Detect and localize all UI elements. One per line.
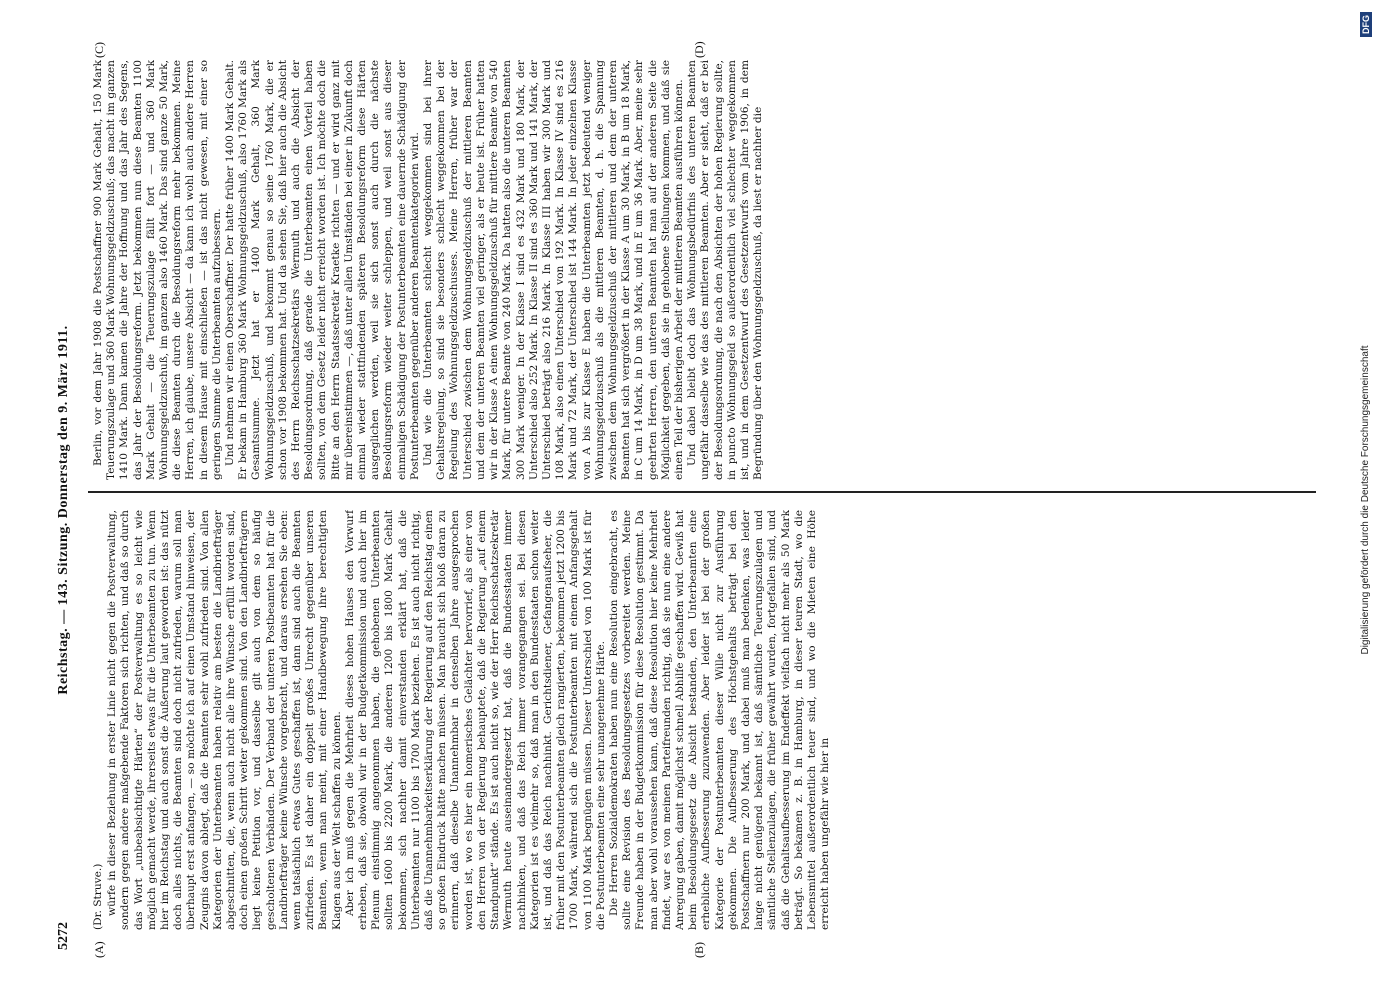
margin-marker-a: (A)	[92, 941, 106, 958]
page-number: 5272	[56, 922, 71, 950]
paragraph: Und dabei bleibt doch das Wohnungsbedürfnis des unteren Beamten ungefähr dasselbe wie das des mittleren Beamten. Aber er sieht, daß er bei der Besoldungsordnung, die nach den Absichten der hohen Regierung sollte, in puncto Wohnungsgeld so außerordentlich viel schlechter weggekommen ist, und in dem Gesetzentwurf des Gesetzentwurfs vom Jahre 1906, in dem Begründung über den Wohnungsgeldzuschuß, da liest er nachher die	[686, 60, 765, 480]
margin-marker-d: (D)	[692, 41, 706, 58]
paragraph: Und wie die Unterbeamten schlecht weggekommen sind bei ihrer Gehaltsregelung, so sind sie besonders schlecht weggekommen bei der Regelung des Wohnungsgeldzuschusses. Meine Herren, früher war der Unterschied zwischen dem Wohnungsgeldzuschuß der mittleren Beamten und dem der unteren Beamten viel geringer, als er heute ist. Früher hatten wir in der Klasse A einen Wohnungsgeldzuschuß für mittlere Beamte von 540 Mark, für untere Beamte von 240 Mark. Da hatten also die unteren Beamten 300 Mark weniger. In der Klasse I sind es 432 Mark und 180 Mark, der Unterschied also 252 Mark. In Klasse II sind es 360 Mark und 141 Mark, der Unterschied beträgt also 216 Mark. In Klasse III haben wir 300 Mark und 108 Mark, also einen Unterschied von 192 Mark. In Klasse IV sind es 216 Mark und 72 Mark, der Unterschied ist 144 Mark. In jeder einzelnen Klasse von A bis zur Klasse E haben die Unterbeamten jetzt bedeutend weniger Wohnungsgeldzuschuß als die mittleren Beamten, d. h. die Spannung zwischen dem Wohnungsgeldzuschuß der mittleren und dem der unteren Beamten hat sich vergrößert in der Klasse A um 30 Mark, in B um 18 Mark, in C um 14 Mark, in D um 38 Mark, und in E um 36 Mark. Aber, meine sehr geehrten Herren, den unteren Beamten hat man auf der anderen Seite die Möglichkeit gegeben, daß sie in gehobene Stellungen kommen, und daß sie einen Teil der bisherigen Arbeit der mittleren Beamten ausführen können.	[422, 60, 685, 480]
paragraph: Die Herren Sozialdemokraten haben nun eine Resolution eingebracht, es sollte eine Revision des Besoldungsgesetzes vorbereitet werden. Meine Freunde haben in der Budgetkommission für diese Resolution gestimmt. Da man aber wohl voraussehen kann, daß diese Resolution hier keine Mehrheit findet, war es von meinen Parteifreunden richtig, daß sie nun eine andere Anregung gaben, damit möglichst schnell Abhilfe geschaffen wird. Gewiß hat beim Besoldungsgesetz die Absicht bestanden, den Unterbeamten eine erhebliche Aufbesserung zuzuwenden. Aber leider ist bei der großen Kategorie der Postunterbeamten dieser Wille nicht zur Ausführung gekommen. Die Aufbesserung des Höchstgehalts beträgt bei den Postschaffnern nur 200 Mark, und dabei muß man bedenken, was leider lange nicht genügend bekannt ist, daß sämtliche Teuerungszulagen und sämtliche Stellenzulagen, die früher gewährt wurden, fortgefallen sind, und daß die Gehaltsaufbesserung im Endeffekt vielfach nicht mehr als 50 Mark beträgt. So bekamen z. B. in Hamburg, in dieser teuren Stadt, wo die Lebensmittel außerordentlich teuer sind, und wo die Mieten eine Höhe erreicht haben ungefähr wie hier in	[607, 510, 832, 930]
page-header	[56, 70, 78, 950]
column-divider	[88, 491, 1316, 493]
margin-marker-b: (B)	[692, 942, 706, 958]
left-column-text	[92, 510, 832, 930]
digitization-credit: Digitalisierung gefördert durch die Deutsche Forschungsgemeinschaft	[1360, 345, 1371, 655]
paragraph: Aber ich muß gegen die Mehrheit dieses hohen Hauses den Vorwurf erheben, daß sie, obwohl wir in der Budgetkommission und auch hier im Plenum einstimmig angenommen haben, die gehobenen Unterbeamten sollten 1600 bis 2200 Mark, die anderen 1200 bis 1800 Mark Gehalt bekommen, sich nachher damit einverstanden erklärt hat, daß die Unterbeamten nur 1100 bis 1700 Mark beziehen. Es ist auch nicht richtig, daß die Unannehmbarkeitserklärung der Regierung auf den Reichstag einen so großen Eindruck hätte machen müssen. Man braucht sich bloß daran zu erinnern, daß dieselbe Unannehmbar in denselben Jahre ausgesprochen worden ist, wo es hier ein homerisches Gelächter hervorrief, als einer von den Herren von der Regierung behauptete, daß die Regierung „auf einem Standpunkt“ stände. Es ist auch nicht so, wie der Herr Reichsschatzsekretär Wermuth heute auseinandergesetzt hat, daß die Bundesstaaten immer nachhinken, und daß das Reich immer vorangegangen sei. Bei diesen Kategorien ist es vielmehr so, daß man in den Bundesstaaten schon weiter ist, und daß das Reich nachhinkt. Gerichtsdiener, Gefangenaufseher, die früher mit den Postunterbeamten gleich rangierten, bekommen jetzt 1200 bis 1700 Mark, während sich die Postunterbeamten mit einem Anfangsgehalt von 1100 Mark begnügen müssen. Dieser Unterschied von 100 Mark ist für die Postunterbeamten eine sehr unangenehme Härte.	[343, 510, 607, 930]
paragraph: Und nehmen wir einen Oberschaffner. Der hatte früher 1400 Mark Gehalt. Er bekam in Hamburg 360 Mark Wohnungsgeldzuschuß, also 1760 Mark als Gesamtsumme. Jetzt hat er 1400 Mark Gehalt, 360 Mark Wohnungsgeldzuschuß, und bekommt genau so seine 1760 Mark, die er schon vor 1908 bekommen hat. Und da sehen Sie, daß hier auch die Absicht des Herrn Reichsschatzsekretärs Wermuth und auch die Absicht der Besoldungsordnung, daß gerade die Unterbeamten einen Vorteil haben sollten, von dem Gesetz leider nicht erreicht worden ist. Ich möchte doch die Bitte an den Herrn Staatssekretär Kraetke richten — und er wird ganz mit mir übereinstimmen —, daß unter allen Umständen bei einer in Zukunft doch einmal wieder stattfindenden späteren Besoldungsreform diese Härten ausgeglichen werden, weil sie sich sonst auch durch die nächste Besoldungsreform wieder weiter schleppen, und weil sonst aus dieser einmaligen Schädigung der Postunterbeamten eine dauernde Schädigung der Postunterbeamten gegenüber anderen Beamtenkategorien wird.	[224, 60, 421, 480]
left-column	[92, 510, 1322, 930]
margin-marker-c: (C)	[92, 42, 106, 58]
running-title: Reichstag. — 143. Sitzung. Donnerstag den 9. März 1911.	[56, 325, 71, 695]
right-column-text	[92, 60, 765, 480]
speaker-label: (Dr. Struve.)	[92, 863, 104, 930]
dfg-logo: DFG	[1360, 12, 1372, 37]
right-column	[92, 60, 1322, 480]
paragraph: Berlin, vor dem Jahr 1908 die Postschaffner 900 Mark Gehalt, 150 Mark Teuerungszulage und 360 Mark Wohnungsgeldzuschuß; das macht im ganzen 1410 Mark. Dann kamen die Jahre der Hoffnung und das Jahr des Segens, das Jahr der Besoldungsreform. Jetzt bekommen nun diese Beamten 1100 Mark Gehalt — die Teuerungszulage fällt fort — und 360 Mark Wohnungsgeldzuschuß, im ganzen also 1460 Mark. Das sind ganze 50 Mark, die diese Beamten durch die Besoldungsreform mehr bekommen. Meine Herren, ich glaube, unsere Absicht — da kann ich wohl auch andere Herren in diesem Hause mit einschließen — ist das nicht gewesen, mit einer so geringen Summe die Unterbeamten aufzubessern.	[92, 60, 223, 480]
paragraph: würfe in dieser Beziehung in erster Linie nicht gegen die Postverwaltung, sondern gegen andere maßgebende Faktoren sich richten, und daß so durch das Wort „unbeabsichtigte Härten“ der Postverwaltung es so leicht wie möglich gemacht werde, ihrerseits etwas für die Unterbeamten zu tun. Wenn hier im Reichstag und auch sonst die Äußerung laut geworden ist: das nützt doch alles nichts, die Beamten sind doch nicht zufrieden, warum soll man überhaupt erst anfangen, — so möchte ich auf einen Umstand hinweisen, der Zeugnis davon ablegt, daß die Beamten sehr wohl zufrieden sind. Von allen Kategorien der Unterbeamten haben relativ am besten die Landbriefträger abgeschnitten, die, wenn auch nicht alle ihre Wünsche erfüllt worden sind, doch einen großen Schritt weiter gekommen sind. Von den Landbriefträgern liegt keine Petition vor, und dasselbe gilt auch von dem so häufig gescholtenen Verbänden. Der Verband der unteren Postbeamten hat für die Landbriefträger keine Wünsche vorgebracht, und daraus ersehen Sie eben: wenn tatsächlich etwas Gutes geschaffen ist, dann sind auch die Beamten zufrieden. Es ist daher ein doppelt großes Unrecht gegenüber unseren Beamten, wenn man meint, mit einer Handbewegung ihre berechtigten Klagen aus der Welt schaffen zu können.	[106, 510, 343, 930]
